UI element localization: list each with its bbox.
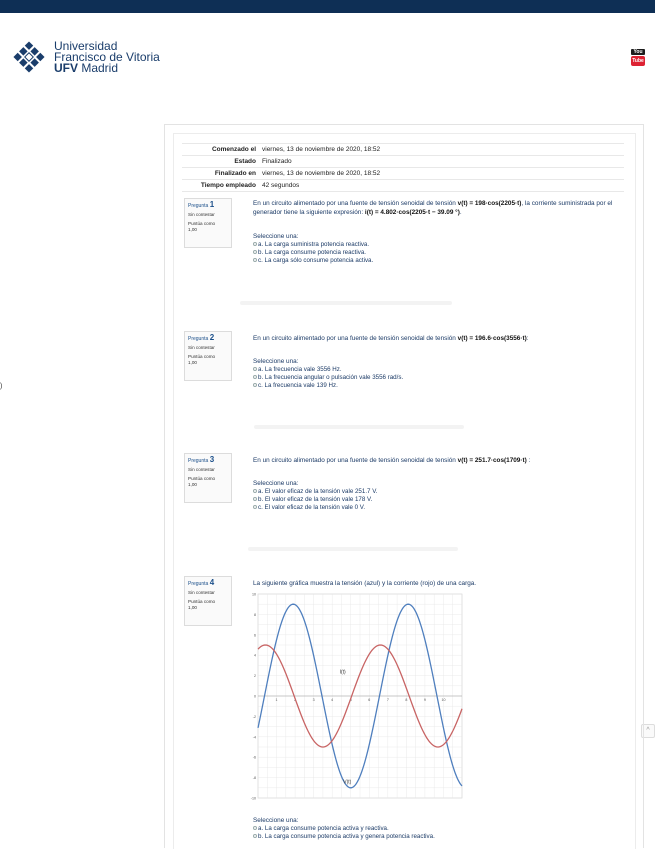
question-separator: [254, 425, 464, 429]
y-tick-label: -2: [252, 714, 256, 719]
question-points: 1,00: [188, 360, 197, 365]
y-tick-label: -4: [252, 735, 256, 740]
x-tick-label: 2: [294, 698, 297, 702]
question-equation: i(t) = 4.802·cos(2205·t − 39.09 °): [364, 209, 460, 216]
radio-button[interactable]: [253, 505, 257, 509]
radio-button[interactable]: [253, 367, 257, 371]
x-tick-label: 4: [331, 698, 334, 702]
question-label: Pregunta: [188, 458, 209, 464]
question-info-4: [184, 576, 232, 626]
question-number: [188, 335, 228, 342]
radio-button[interactable]: [253, 242, 257, 246]
question-text-part: En un circuito alimentado por una fuente de tensión senoidal de tensión: [253, 200, 458, 207]
select-label: Seleccione una:: [253, 817, 299, 824]
question-points: 1,00: [188, 605, 197, 610]
summary-row: [182, 156, 624, 168]
answer-block-4: [253, 816, 633, 841]
radio-button[interactable]: [253, 497, 257, 501]
answer-option[interactable]: [253, 504, 633, 512]
summary-value: viernes, 13 de noviembre de 2020, 18:52: [259, 168, 624, 180]
question-number-value: 2: [209, 333, 215, 342]
answer-option[interactable]: [253, 257, 633, 265]
question-info-3: [184, 453, 232, 503]
y-tick-label: -8: [252, 776, 256, 781]
answer-option[interactable]: [253, 366, 633, 374]
option-label: c. La frecuencia vale 139 Hz.: [258, 382, 338, 389]
select-label: Seleccione una:: [253, 480, 299, 487]
question-text-part: En un circuito alimentado por una fuente de tensión senoidal de tensión: [253, 457, 458, 464]
x-tick-label: 3: [312, 698, 315, 702]
question-number-value: 1: [209, 200, 215, 209]
question-points: 1,00: [188, 227, 197, 232]
x-tick-label: 9: [423, 698, 426, 702]
series-label: I(t): [339, 669, 346, 676]
radio-button[interactable]: [253, 258, 257, 262]
brand-madrid: Madrid: [78, 60, 119, 75]
question-equation: v(t) = 196.6·cos(3556·t): [457, 335, 527, 342]
x-tick-label: 6: [368, 698, 371, 702]
option-label: c. El valor eficaz de la tensión vale 0 V.: [258, 504, 366, 511]
x-tick-label: 8: [405, 698, 408, 702]
summary-key: Estado: [182, 156, 259, 168]
question-separator: [240, 301, 452, 305]
question-number: [188, 457, 228, 464]
x-tick-label: 7: [386, 698, 389, 702]
series-label: V(t): [343, 779, 352, 786]
y-tick-label: 4: [254, 653, 256, 658]
question-status: Sin contestar: [188, 345, 215, 350]
answer-block-1: [253, 232, 633, 265]
question-info-2: [184, 331, 232, 381]
question-status: Sin contestar: [188, 590, 215, 595]
option-label: b. La carga consume potencia activa y genera potencia reactiva.: [258, 833, 435, 840]
x-tick-label: 1: [275, 698, 278, 702]
radio-button[interactable]: [253, 489, 257, 493]
youtube-tube: Tube: [632, 58, 644, 64]
question-label: Pregunta: [188, 581, 209, 587]
select-label: Seleccione una:: [253, 233, 299, 240]
option-label: c. La carga sólo consume potencia activa.: [258, 257, 374, 264]
radio-button[interactable]: [253, 383, 257, 387]
question-equation: v(t) = 251.7·cos(1709·t): [457, 457, 527, 464]
option-label: b. La carga consume potencia reactiva.: [258, 249, 367, 256]
attempt-summary-table: [182, 143, 624, 192]
y-tick-label: 8: [254, 612, 256, 617]
question-text-part: , la corriente suministrada por el generador tiene la siguiente expresión:: [253, 200, 613, 216]
answer-block-3: [253, 479, 633, 512]
question-text-part: :: [526, 335, 529, 342]
summary-key: Tiempo empleado: [182, 180, 259, 192]
question-text-1: [253, 199, 633, 217]
summary-key: Finalizado en: [182, 168, 259, 180]
y-tick-label: -10: [250, 796, 256, 801]
summary-row: [182, 180, 624, 192]
option-label: a. La frecuencia vale 3556 Hz.: [258, 366, 342, 373]
top-bar: [0, 0, 655, 13]
summary-value: Finalizado: [259, 156, 624, 168]
option-label: a. La carga consume potencia activa y reactiva.: [258, 825, 389, 832]
answer-option[interactable]: [253, 496, 633, 504]
question-text-part: En un circuito alimentado por una fuente de tensión senoidal de tensión: [253, 335, 458, 342]
x-tick-label: 10: [441, 698, 446, 702]
question-status: Sin contestar: [188, 212, 215, 217]
answer-option[interactable]: [253, 488, 633, 496]
answer-option[interactable]: [253, 833, 633, 841]
brand-line-1: Universidad: [54, 38, 118, 53]
university-logo[interactable]: [11, 39, 160, 75]
question-points: 1,00: [188, 482, 197, 487]
radio-button[interactable]: [253, 375, 257, 379]
question-text-part: :: [526, 457, 531, 464]
youtube-you: You: [631, 49, 645, 55]
scroll-up-button[interactable]: ^: [641, 724, 655, 738]
brand-line-3: [54, 60, 160, 75]
voltage-current-chart: [250, 592, 464, 802]
y-tick-label: 10: [252, 592, 256, 597]
left-edge-mark: ): [0, 383, 3, 390]
question-text-4: [253, 579, 633, 588]
option-label: b. El valor eficaz de la tensión vale 178 V.: [258, 496, 373, 503]
question-number-value: 3: [209, 455, 215, 464]
summary-key: Comenzado el: [182, 144, 259, 156]
question-text-3: [253, 456, 633, 465]
answer-option[interactable]: [253, 382, 633, 390]
summary-value: 42 segundos: [259, 180, 624, 192]
y-tick-label: -6: [252, 755, 256, 760]
chart-grid: [258, 594, 462, 798]
question-points-label: Puntúa como: [188, 354, 216, 359]
answer-option[interactable]: [253, 374, 633, 382]
question-points-label: Puntúa como: [188, 476, 216, 481]
answer-block-2: [253, 357, 633, 390]
radio-button[interactable]: [253, 826, 257, 830]
summary-row: [182, 144, 624, 156]
question-label: Pregunta: [188, 203, 209, 209]
question-equation: v(t) = 198·cos(2205·t): [457, 200, 522, 207]
ufv-logo-mark: [11, 39, 47, 75]
logo-text: [54, 38, 160, 75]
y-tick-label: 2: [254, 674, 256, 679]
radio-button[interactable]: [253, 834, 257, 838]
youtube-icon[interactable]: [631, 49, 645, 66]
question-status: Sin contestar: [188, 467, 215, 472]
question-text-part: La siguiente gráfica muestra la tensión (azul) y la corriente (rojo) de una carga.: [253, 580, 477, 587]
question-separator: [248, 547, 458, 551]
select-label: Seleccione una:: [253, 358, 299, 365]
answer-option[interactable]: [253, 241, 633, 249]
question-info-1: [184, 198, 232, 248]
question-number-value: 4: [209, 578, 215, 587]
question-points-label: Puntúa como: [188, 599, 216, 604]
option-label: a. El valor eficaz de la tensión vale 251.7 V.: [258, 488, 378, 495]
x-tick-label: 5: [349, 698, 352, 702]
option-label: a. La carga suministra potencia reactiva.: [258, 241, 370, 248]
summary-value: viernes, 13 de noviembre de 2020, 18:52: [259, 144, 624, 156]
brand-ufv: UFV: [54, 60, 78, 75]
answer-option[interactable]: [253, 825, 633, 833]
question-number: [188, 202, 228, 209]
question-text-part: .: [459, 209, 462, 216]
option-label: b. La frecuencia angular o pulsación vale 3556 rad/s.: [258, 374, 404, 381]
question-text-2: [253, 334, 633, 343]
brand-line-2: Francisco de Vitoria: [54, 49, 160, 64]
y-tick-label: 6: [254, 633, 256, 638]
question-number: [188, 580, 228, 587]
answer-option[interactable]: [253, 249, 633, 257]
question-points-label: Puntúa como: [188, 221, 216, 226]
question-label: Pregunta: [188, 336, 209, 342]
y-tick-label: 0: [254, 694, 256, 699]
radio-button[interactable]: [253, 250, 257, 254]
summary-row: [182, 168, 624, 180]
